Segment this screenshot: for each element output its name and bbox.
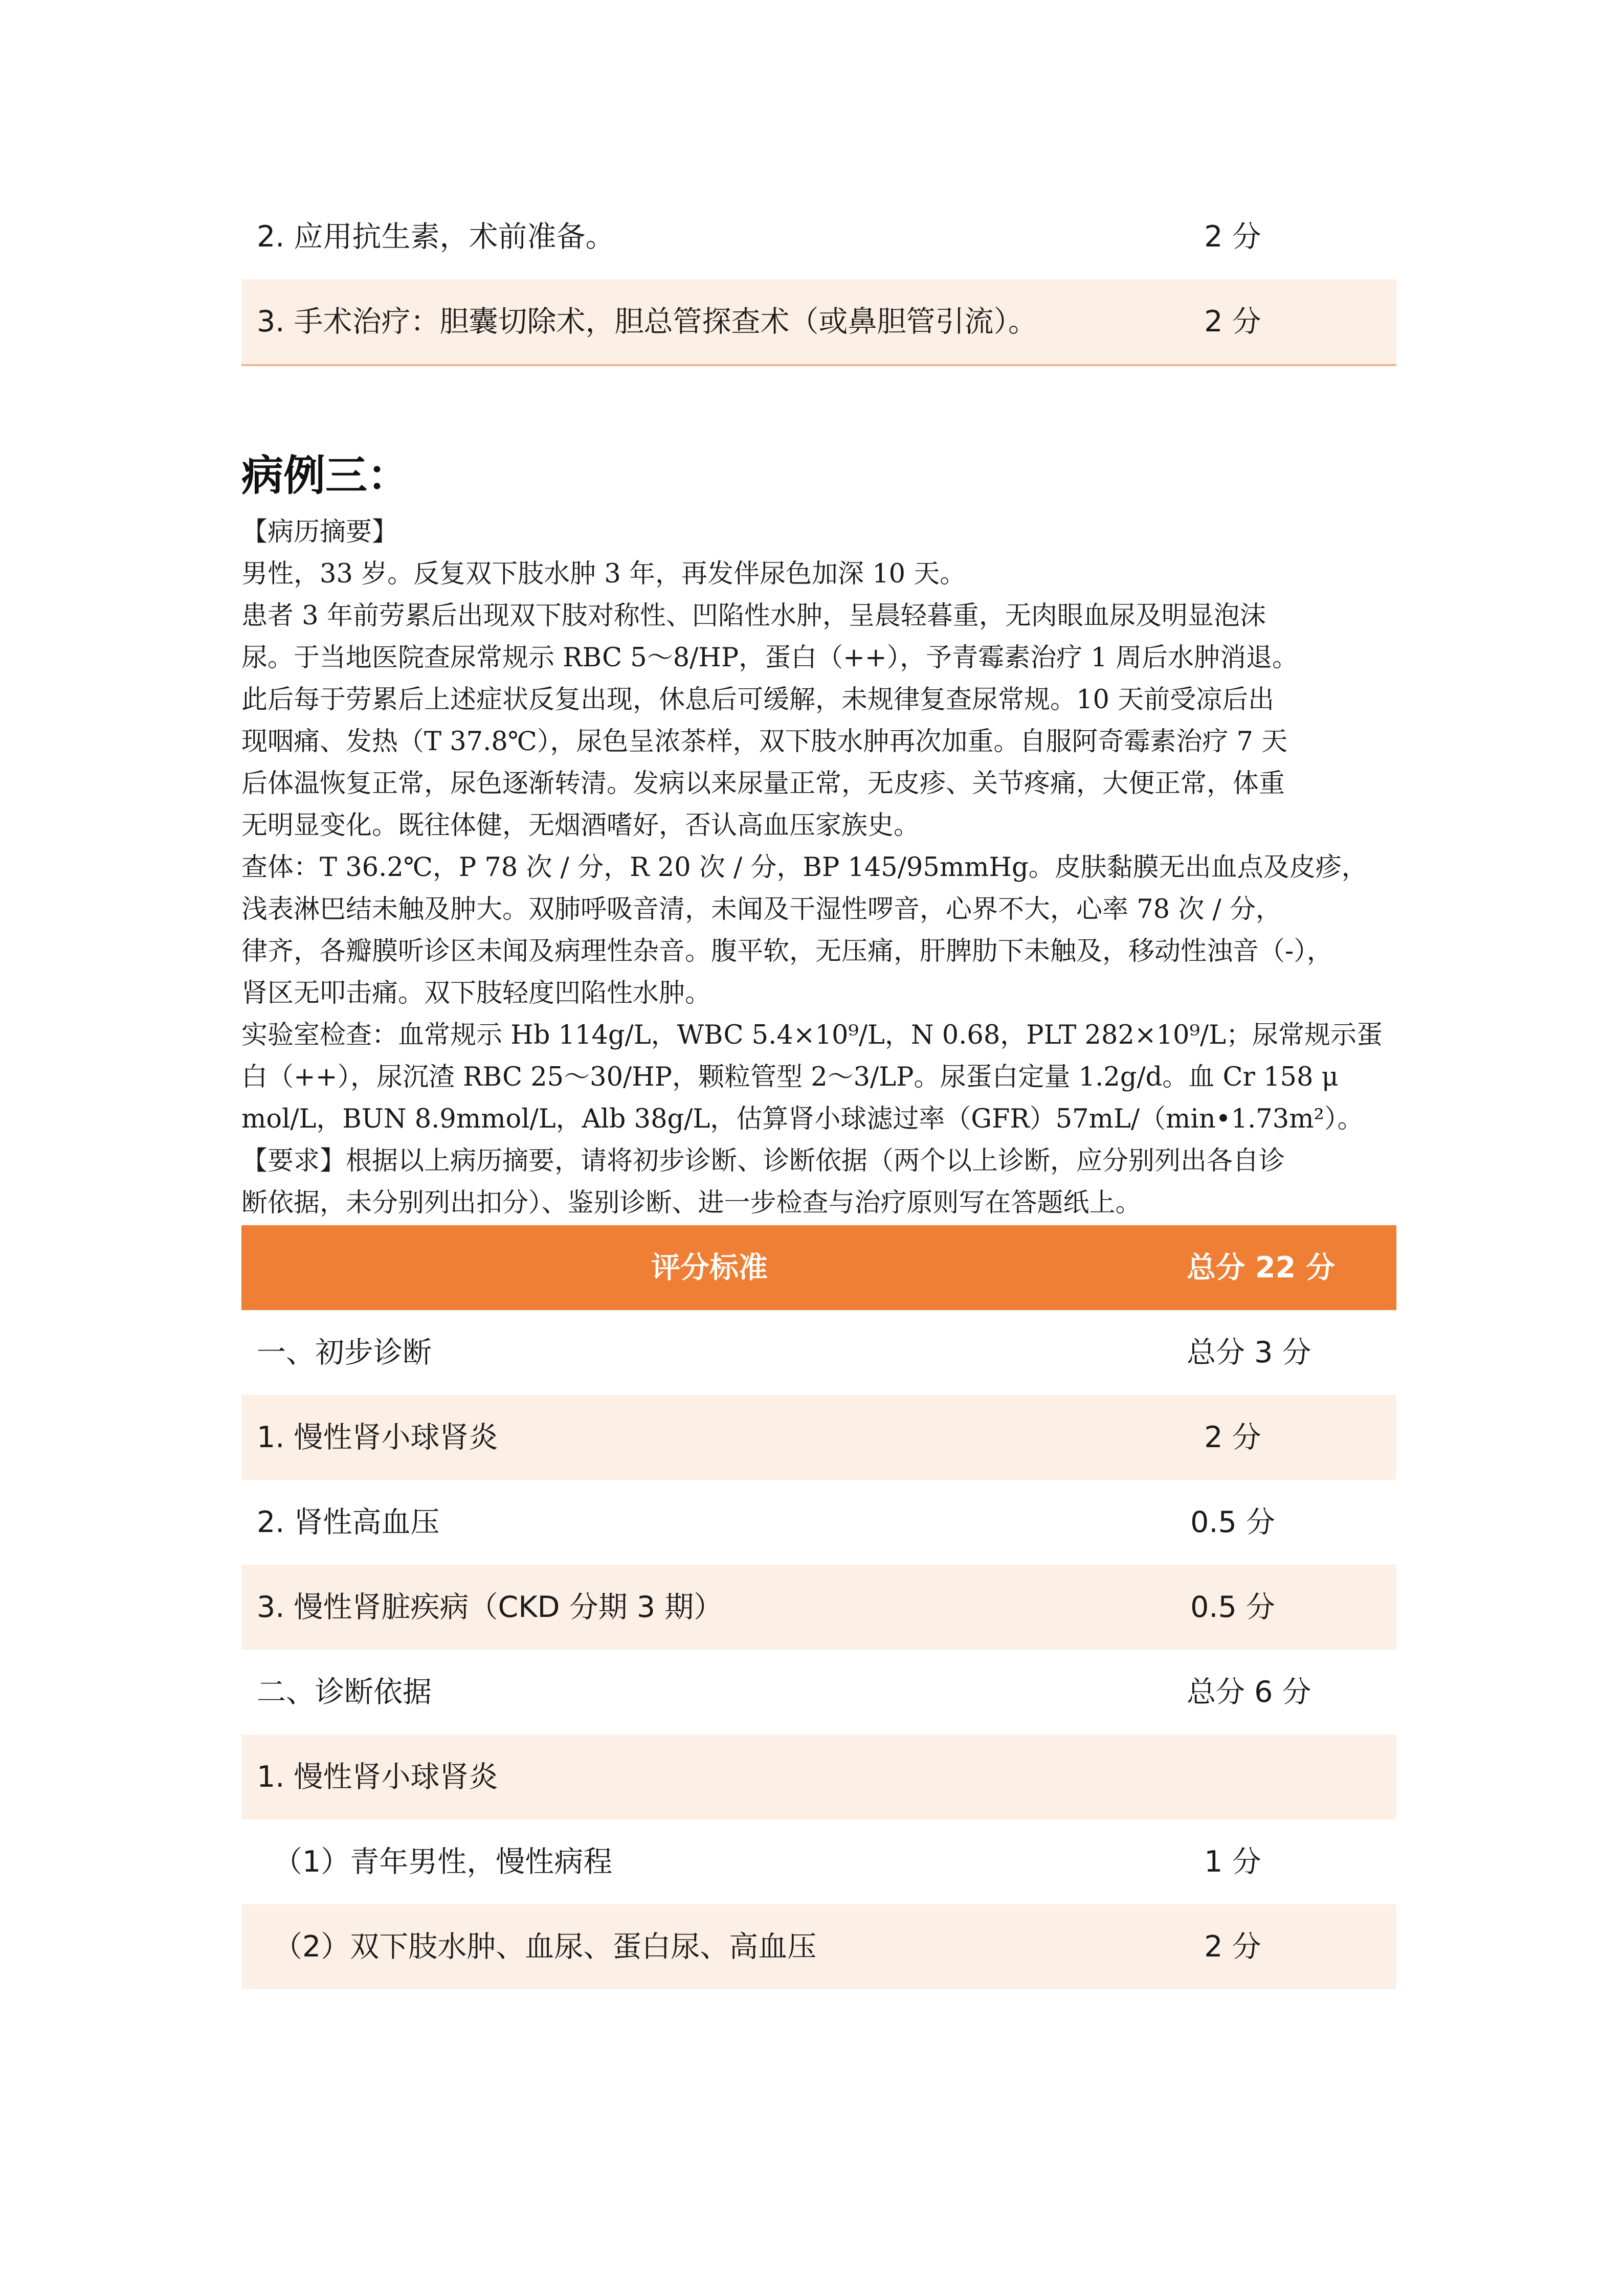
case-text-line: 肾区无叩击痛。双下肢轻度凹陷性水肿。 xyxy=(241,978,711,1008)
table-row xyxy=(241,1735,1396,1819)
case-summary xyxy=(241,511,1418,1224)
summary-label: 【病历摘要】 xyxy=(241,517,398,547)
row-score: 2 分 xyxy=(1204,1421,1261,1454)
row-score: 总分 6 分 xyxy=(1187,1675,1311,1709)
case-text-line: 现咽痛、发热（T 37.8℃），尿色呈浓茶样，双下肢水肿再次加重。自服阿奇霉素治疗 7 天 xyxy=(241,727,1288,757)
case-lines xyxy=(241,553,1418,1224)
row-item: （1）青年男性，慢性病程 xyxy=(273,1845,613,1879)
header-label: 评分标准 xyxy=(651,1251,768,1285)
row-score: 0.5 分 xyxy=(1190,1590,1275,1624)
row-item: 1. 慢性肾小球肾炎 xyxy=(257,1760,498,1794)
case-text-line: 实验室检查：血常规示 Hb 114g/L，WBC 5.4×10⁹/L，N 0.68，PLT 282×10⁹/L；尿常规示蛋 xyxy=(241,1020,1383,1050)
table-bottom-border xyxy=(241,364,1396,366)
case-text-line: 男性，33 岁。反复双下肢水肿 3 年，再发伴尿色加深 10 天。 xyxy=(241,559,966,589)
top-table-rows xyxy=(241,194,1396,364)
row-score: 2 分 xyxy=(1204,220,1261,254)
case-text-line: 律齐，各瓣膜听诊区未闻及病理性杂音。腹平软，无压痛，肝脾肋下未触及，移动性浊音（-）， xyxy=(241,936,1333,966)
table-row xyxy=(241,1904,1396,1989)
score-table xyxy=(241,1225,1396,1989)
case-text-line: 浅表淋巴结未触及肿大。双肺呼吸音清，未闻及干湿性啰音，心界不大，心率 78 次 / 分， xyxy=(241,894,1282,925)
row-score: 2 分 xyxy=(1204,305,1261,339)
score-table-header xyxy=(241,1225,1396,1310)
case-text-line: 查体：T 36.2℃，P 78 次 / 分，R 20 次 / 分，BP 145/95mmHg。皮肤黏膜无出血点及皮疹， xyxy=(241,852,1368,883)
case-title: 病例三： xyxy=(241,451,410,500)
case-text-line: 尿。于当地医院查尿常规示 RBC 5～8/HP，蛋白（++），予青霉素治疗 1 周后水肿消退。 xyxy=(241,643,1298,673)
table-row xyxy=(241,1565,1396,1650)
row-item: 3. 慢性肾脏疾病（CKD 分期 3 期） xyxy=(257,1590,723,1624)
case-text-line: 无明显变化。既往体健，无烟酒嗜好，否认高血压家族史。 xyxy=(241,811,920,841)
case-text-line: 此后每于劳累后上述症状反复出现，休息后可缓解，未规律复查尿常规。10 天前受凉后出 xyxy=(241,685,1275,715)
case-text-line: 断依据，未分别列出扣分）、鉴别诊断、进一步检查与治疗原则写在答题纸上。 xyxy=(241,1188,1142,1218)
row-item: （2）双下肢水肿、血尿、蛋白尿、高血压 xyxy=(273,1930,817,1964)
row-item: 2. 肾性高血压 xyxy=(257,1505,440,1539)
table-row xyxy=(241,1395,1396,1480)
row-item: 一、初步诊断 xyxy=(257,1336,432,1369)
case-text-line: 后体温恢复正常，尿色逐渐转清。发病以来尿量正常，无皮疹、关节疼痛，大便正常，体重 xyxy=(241,769,1285,799)
top-score-table xyxy=(241,194,1396,366)
row-score: 总分 3 分 xyxy=(1187,1336,1311,1369)
table-row xyxy=(241,1310,1396,1395)
case-text-line: 患者 3 年前劳累后出现双下肢对称性、凹陷性水肿，呈晨轻暮重，无肉眼血尿及明显泡沫 xyxy=(241,601,1266,631)
case-text-line: 【要求】根据以上病历摘要，请将初步诊断、诊断依据（两个以上诊断，应分别列出各自诊 xyxy=(241,1146,1285,1176)
table-row xyxy=(241,194,1396,279)
table-row xyxy=(241,1650,1396,1735)
table-row xyxy=(241,1819,1396,1904)
row-item: 3. 手术治疗：胆囊切除术，胆总管探查术（或鼻胆管引流）。 xyxy=(257,305,1038,339)
row-score: 0.5 分 xyxy=(1190,1505,1275,1539)
row-score: 1 分 xyxy=(1204,1845,1261,1879)
case-text-line: mol/L，BUN 8.9mmol/L，Alb 38g/L，估算肾小球滤过率（GFR）57mL/（min•1.73m²）。 xyxy=(241,1104,1364,1134)
row-item: 2. 应用抗生素，术前准备。 xyxy=(257,220,615,254)
case-text-line: 白（++），尿沉渣 RBC 25～30/HP，颗粒管型 2～3/LP。尿蛋白定量 1.2g/d。血 Cr 158 μ xyxy=(241,1062,1339,1092)
row-item: 1. 慢性肾小球肾炎 xyxy=(257,1421,498,1454)
table-row xyxy=(241,1480,1396,1565)
header-total: 总分 22 分 xyxy=(1187,1251,1336,1285)
row-score: 2 分 xyxy=(1204,1930,1261,1964)
table-row xyxy=(241,279,1396,364)
row-item: 二、诊断依据 xyxy=(257,1675,432,1709)
score-rows xyxy=(241,1310,1396,1989)
